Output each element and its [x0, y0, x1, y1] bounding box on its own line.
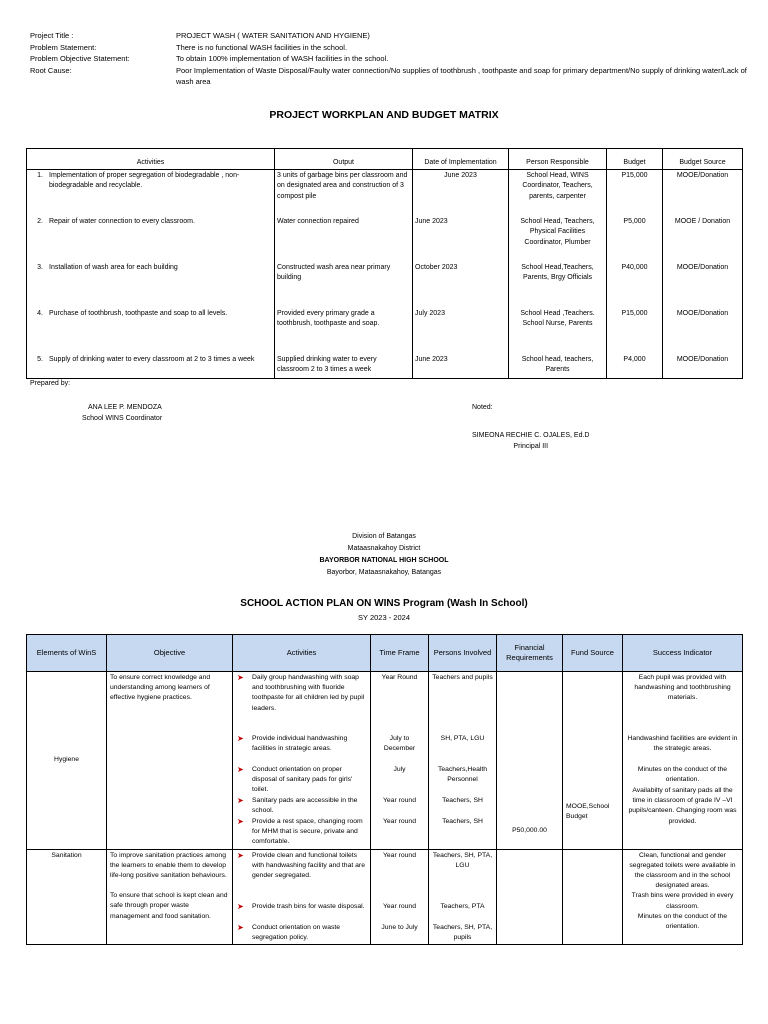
financial-cell	[497, 849, 563, 944]
prepared-by-label: Prepared by:	[30, 380, 71, 387]
person-cell: School Head, Teachers, Physical Facilities Coordinator, Plumber	[509, 216, 607, 262]
objective-cell: To improve sanitation practices among the learners to enable them to develop life-long positive sanitation behaviours. To ensure that school is kept clean and safe through proper waste management and food sanitation.	[107, 849, 233, 944]
school-name: BAYORBOR NATIONAL HIGH SCHOOL	[319, 557, 449, 564]
column-header: Objective	[107, 635, 233, 672]
table-row	[27, 216, 743, 262]
column-header: Success Indicator	[623, 635, 743, 672]
prepared-signatory	[82, 402, 163, 424]
activities-cell	[233, 672, 371, 850]
arrow-bullet-icon: ➤	[237, 796, 244, 805]
district-name: Mataasnakahoy District	[347, 545, 421, 552]
activity-cell: Purchase of toothbrush, toothpaste and soap to all levels.	[49, 309, 228, 317]
header-value: To obtain 100% implementation of WASH facilities in the school.	[176, 54, 389, 63]
list-item: ➤ Provide clean and functional toilets with handwashing facility and that are gender segregated.	[237, 850, 365, 880]
header-label: Problem Statement:	[30, 42, 97, 52]
list-item: ➤ Provide trash bins for waste disposal.	[237, 901, 365, 911]
output-cell: Water connection repaired	[275, 216, 413, 262]
header-label: Project Title :	[30, 31, 74, 40]
header-value: There is no functional WASH facilities in the school.	[176, 42, 348, 52]
column-header: Person Responsible	[509, 149, 607, 170]
item-number: 2.	[37, 217, 43, 225]
date-cell: October 2023	[413, 262, 509, 308]
date-cell: June 2023	[413, 354, 509, 379]
column-header: Budget	[607, 149, 663, 170]
column-header: Activities	[27, 149, 275, 170]
school-year: SY 2023 - 2024	[358, 613, 410, 622]
source-cell: MOOE/Donation	[663, 169, 743, 216]
workplan-table	[26, 148, 743, 379]
output-cell: Supplied drinking water to every classroom 2 to 3 times a week	[275, 354, 413, 379]
activity-cell: Repair of water connection to every classroom.	[49, 217, 195, 225]
signatory-role: School WINS Coordinator	[82, 415, 163, 422]
project-title-row	[30, 30, 750, 42]
arrow-bullet-icon: ➤	[237, 673, 244, 682]
workplan-title: PROJECT WORKPLAN AND BUDGET MATRIX	[269, 109, 499, 121]
table-row	[27, 308, 743, 354]
school-header	[0, 531, 768, 579]
indicator-cell: Each pupil was provided with handwashing and toothbrushing materials. Handwashind facilities are evident in the strategic areas. Minutes on the conduct of the orientation. Availabilty of sanitary pads all the time in classroom of grade IV –VI pupils/canteen. Changing room was provided.	[623, 672, 743, 850]
element-cell: Hygiene	[27, 672, 107, 850]
person-cell: School head, teachers, Parents	[509, 354, 607, 379]
division-name: Division of Batangas	[352, 533, 416, 540]
fund-source-cell: MOOE,School Budget	[563, 672, 623, 850]
budget-cell: P5,000	[607, 216, 663, 262]
table-row-hygiene	[27, 672, 743, 850]
person-cell: School Head,Teachers, Parents, Brgy Officials	[509, 262, 607, 308]
column-header: Activities	[233, 635, 371, 672]
table-row-sanitation	[27, 849, 743, 944]
arrow-bullet-icon: ➤	[237, 850, 244, 860]
action-plan-title: SCHOOL ACTION PLAN ON WINS Program (Wash In School)	[240, 598, 528, 609]
root-cause-row	[30, 65, 750, 88]
list-item: ➤ Conduct orientation on proper disposal of sanitary pads for girls' toilet.	[237, 765, 353, 794]
output-cell: Provided every primary grade a toothbrush, toothpaste and soap.	[275, 308, 413, 354]
element-cell: Sanitation	[27, 849, 107, 944]
budget-cell: P4,000	[607, 354, 663, 379]
fund-source-cell	[563, 849, 623, 944]
school-address: Bayorbor, Mataasnakahoy, Batangas	[326, 569, 442, 576]
item-number: 1.	[37, 171, 43, 179]
arrow-bullet-icon: ➤	[237, 922, 244, 932]
arrow-bullet-icon: ➤	[237, 901, 244, 911]
date-cell: June 2023	[413, 216, 509, 262]
person-cell: School Head, WINS Coordinator, Teachers, parents, carpenter	[509, 169, 607, 216]
arrow-bullet-icon: ➤	[237, 817, 244, 826]
problem-objective-row	[30, 53, 750, 65]
column-header: Elements of WinS	[27, 635, 107, 672]
budget-cell: P40,000	[607, 262, 663, 308]
budget-cell: P15,000	[607, 308, 663, 354]
item-number: 3.	[37, 263, 43, 271]
action-plan-header-row	[27, 635, 743, 672]
header-label: Root Cause:	[30, 65, 72, 75]
list-item: ➤ Conduct orientation on waste segregation policy.	[237, 922, 341, 941]
noted-signatory	[472, 430, 589, 452]
list-item: ➤ Provide a rest space, changing room for MHM that is secure, private and comfortable.	[237, 817, 363, 846]
item-number: 4.	[37, 309, 43, 317]
source-cell: MOOE/Donation	[663, 308, 743, 354]
column-header: Fund Source	[563, 635, 623, 672]
activities-cell	[233, 849, 371, 944]
header-value: Poor Implementation of Waste Disposal/Faulty water connection/No supplies of toothbrush , toothpaste and soap for primary department/No supply of drinking water/Lack of wash area	[176, 65, 747, 86]
list-item: ➤ Provide individual handwashing facilities in strategic areas.	[237, 734, 348, 753]
timeframe-cell: Year Round July to December July Year round Year round	[371, 672, 429, 850]
financial-cell: P50,000.00	[497, 672, 563, 850]
project-header	[30, 30, 750, 88]
persons-cell: Teachers and pupils SH, PTA, LGU Teachers,Health Personnel Teachers, SH Teachers, SH	[429, 672, 497, 850]
arrow-bullet-icon: ➤	[237, 765, 244, 774]
person-cell: School Head ,Teachers. School Nurse, Parents	[509, 308, 607, 354]
activity-cell: Installation of wash area for each building	[49, 263, 178, 271]
item-number: 5.	[37, 355, 43, 363]
header-label: Problem Objective Statement:	[30, 54, 130, 63]
workplan-header-row	[27, 149, 743, 170]
list-item: ➤ Daily group handwashing with soap and toothbrushing with fluoride toothpaste for all children led by pupil leaders.	[237, 673, 365, 712]
problem-statement-row	[30, 42, 750, 54]
column-header: Output	[275, 149, 413, 170]
action-plan-table	[26, 634, 743, 945]
column-header: Persons Involved	[429, 635, 497, 672]
output-cell: 3 units of garbage bins per classroom and on designated area and construction of 3 compost pile	[275, 169, 413, 216]
timeframe-cell: Year round Year round June to July	[371, 849, 429, 944]
header-value: PROJECT WASH ( WATER SANITATION AND HYGIENE)	[176, 31, 370, 40]
persons-cell: Teachers, SH, PTA, LGU Teachers, PTA Teachers, SH, PTA, pupils	[429, 849, 497, 944]
column-header: Financial Requirements	[497, 635, 563, 672]
noted-label: Noted:	[472, 404, 493, 411]
column-header: Budget Source	[663, 149, 743, 170]
arrow-bullet-icon: ➤	[237, 734, 244, 743]
source-cell: MOOE / Donation	[663, 216, 743, 262]
activity-cell: Supply of drinking water to every classroom at 2 to 3 times a week	[49, 355, 255, 363]
date-cell: June 2023	[413, 169, 509, 216]
signatory-role: Principal III	[513, 443, 549, 450]
activity-cell: Implementation of proper segregation of biodegradable , non-biodegradable and recyclable.	[49, 171, 240, 189]
output-cell: Constructed wash area near primary building	[275, 262, 413, 308]
list-item: ➤ Sanitary pads are accessible in the school.	[237, 796, 358, 815]
column-header: Time Frame	[371, 635, 429, 672]
source-cell: MOOE/Donation	[663, 262, 743, 308]
date-cell: July 2023	[413, 308, 509, 354]
signatory-name: SIMEONA RECHIE C. OJALES, Ed.D	[472, 432, 590, 439]
column-header: Date of Implementation	[413, 149, 509, 170]
table-row	[27, 169, 743, 216]
table-row	[27, 262, 743, 308]
indicator-cell: Clean, functional and gender segregated toilets were available in the classroom and in the school designated areas. Trash bins were provided in every classroom. Minutes on the conduct of the orientation.	[623, 849, 743, 944]
objective-cell: To ensure correct knowledge and understanding among learners of effective hygiene practices.	[107, 672, 233, 850]
signatory-name: ANA LEE P. MENDOZA	[88, 404, 162, 411]
source-cell: MOOE/Donation	[663, 354, 743, 379]
budget-cell: P15,000	[607, 169, 663, 216]
table-row	[27, 354, 743, 379]
